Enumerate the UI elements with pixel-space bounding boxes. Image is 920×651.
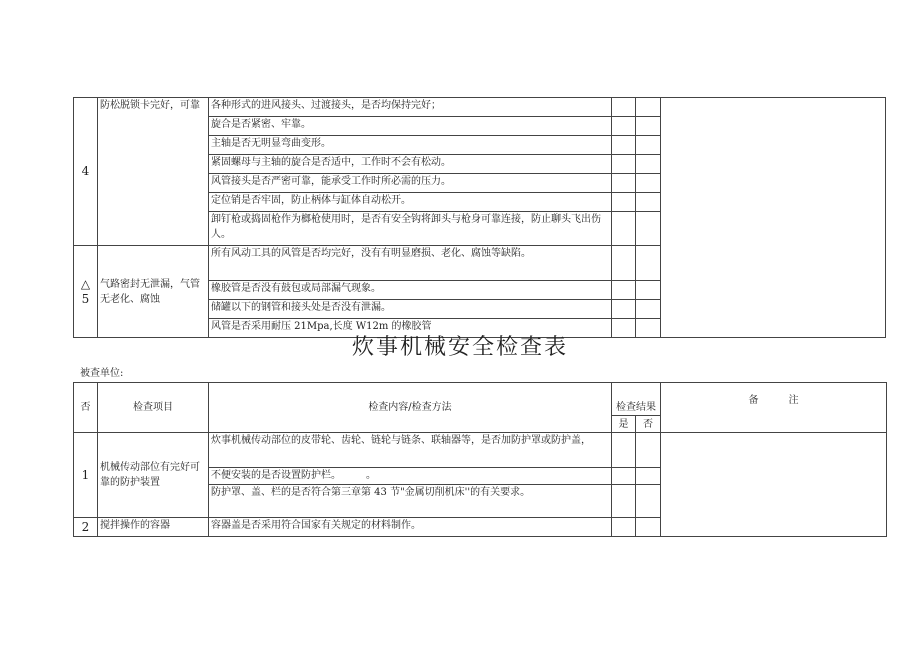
header-row [74,383,887,416]
item-number: 2 [74,518,98,537]
checklist-table-upper [73,97,886,338]
check-content: 紧固螺母与主轴的旋合是否适中，工作时不会有松动。 [209,155,612,174]
item-number: △ 5 [74,246,98,338]
check-content: 旋合是否紧密、牢靠。 [209,117,612,136]
check-content: 所有风动工具的风管是否均完好，没有有明显磨损、老化、腐蚀等缺陷。 [209,246,612,281]
header-remark: 备 注 [661,383,887,433]
header-item: 检查项目 [98,383,209,433]
item-number: 4 [74,98,98,246]
checklist-table-kitchen [73,382,887,537]
header-yes: 是 [612,416,636,433]
check-content: 储罐以下的钢管和接头处是否没有泄漏。 [209,300,612,319]
check-content: 炊事机械传动部位的皮带轮、齿轮、链轮与链条、联轴器等，是否加防护罩或防护盖， [209,433,612,468]
check-item: 机械传动部位有完好可靠的防护装置 [98,433,209,518]
check-content: 卸钉枪或捣固枪作为榔枪使用时，是否有安全钩将卸头与枪身可靠连接，防止聊头飞出伤人。 [209,212,612,246]
check-item: 搅拌操作的容器 [98,518,209,537]
table-row [74,433,887,468]
check-content: 风管是否采用耐压 21Mpa,长度 W12m 的橡胶管 [209,319,612,338]
header-no: 否 [74,383,98,433]
check-item: 气路密封无泄漏，气管无老化、腐蚀 [98,246,209,338]
result-yes-cell [612,98,636,117]
page-title: 炊事机械安全检查表 [351,335,568,360]
result-no-cell [636,98,661,117]
remark-cell [661,433,887,537]
triangle-mark: △ [80,276,91,291]
item-number: 1 [74,433,98,518]
header-content: 检查内容/检查方法 [209,383,612,433]
header-result: 检查结果 [612,383,661,416]
check-content: 橡胶管是否没有鼓包或局部漏气现象。 [209,281,612,300]
table-row [74,98,886,117]
remark-cell [661,98,886,338]
check-content: 防护罩、盖、栏的是否符合第三章第 43 节"金属切削机床''的有关要求。 [209,485,612,518]
header-no-result: 否 [636,416,661,433]
check-content: 各种形式的进风接头、过渡接头，是否均保持完好； [209,98,612,117]
check-item: 防松脱锁卡完好，可靠 [98,98,209,246]
check-content: 风管接头是否严密可靠，能承受工作时所必需的压力。 [209,174,612,193]
inspected-unit-label: 被查单位: [80,368,124,379]
check-content: 主轴是否无明显弯曲变形。 [209,136,612,155]
check-content: 容器盖是否采用符合国家有关规定的材料制作。 [209,518,612,537]
check-content: 不便安装的是否设置防护栏。 。 [209,468,612,485]
check-content: 定位销是否牢固，防止柄体与缸体自动松开。 [209,193,612,212]
